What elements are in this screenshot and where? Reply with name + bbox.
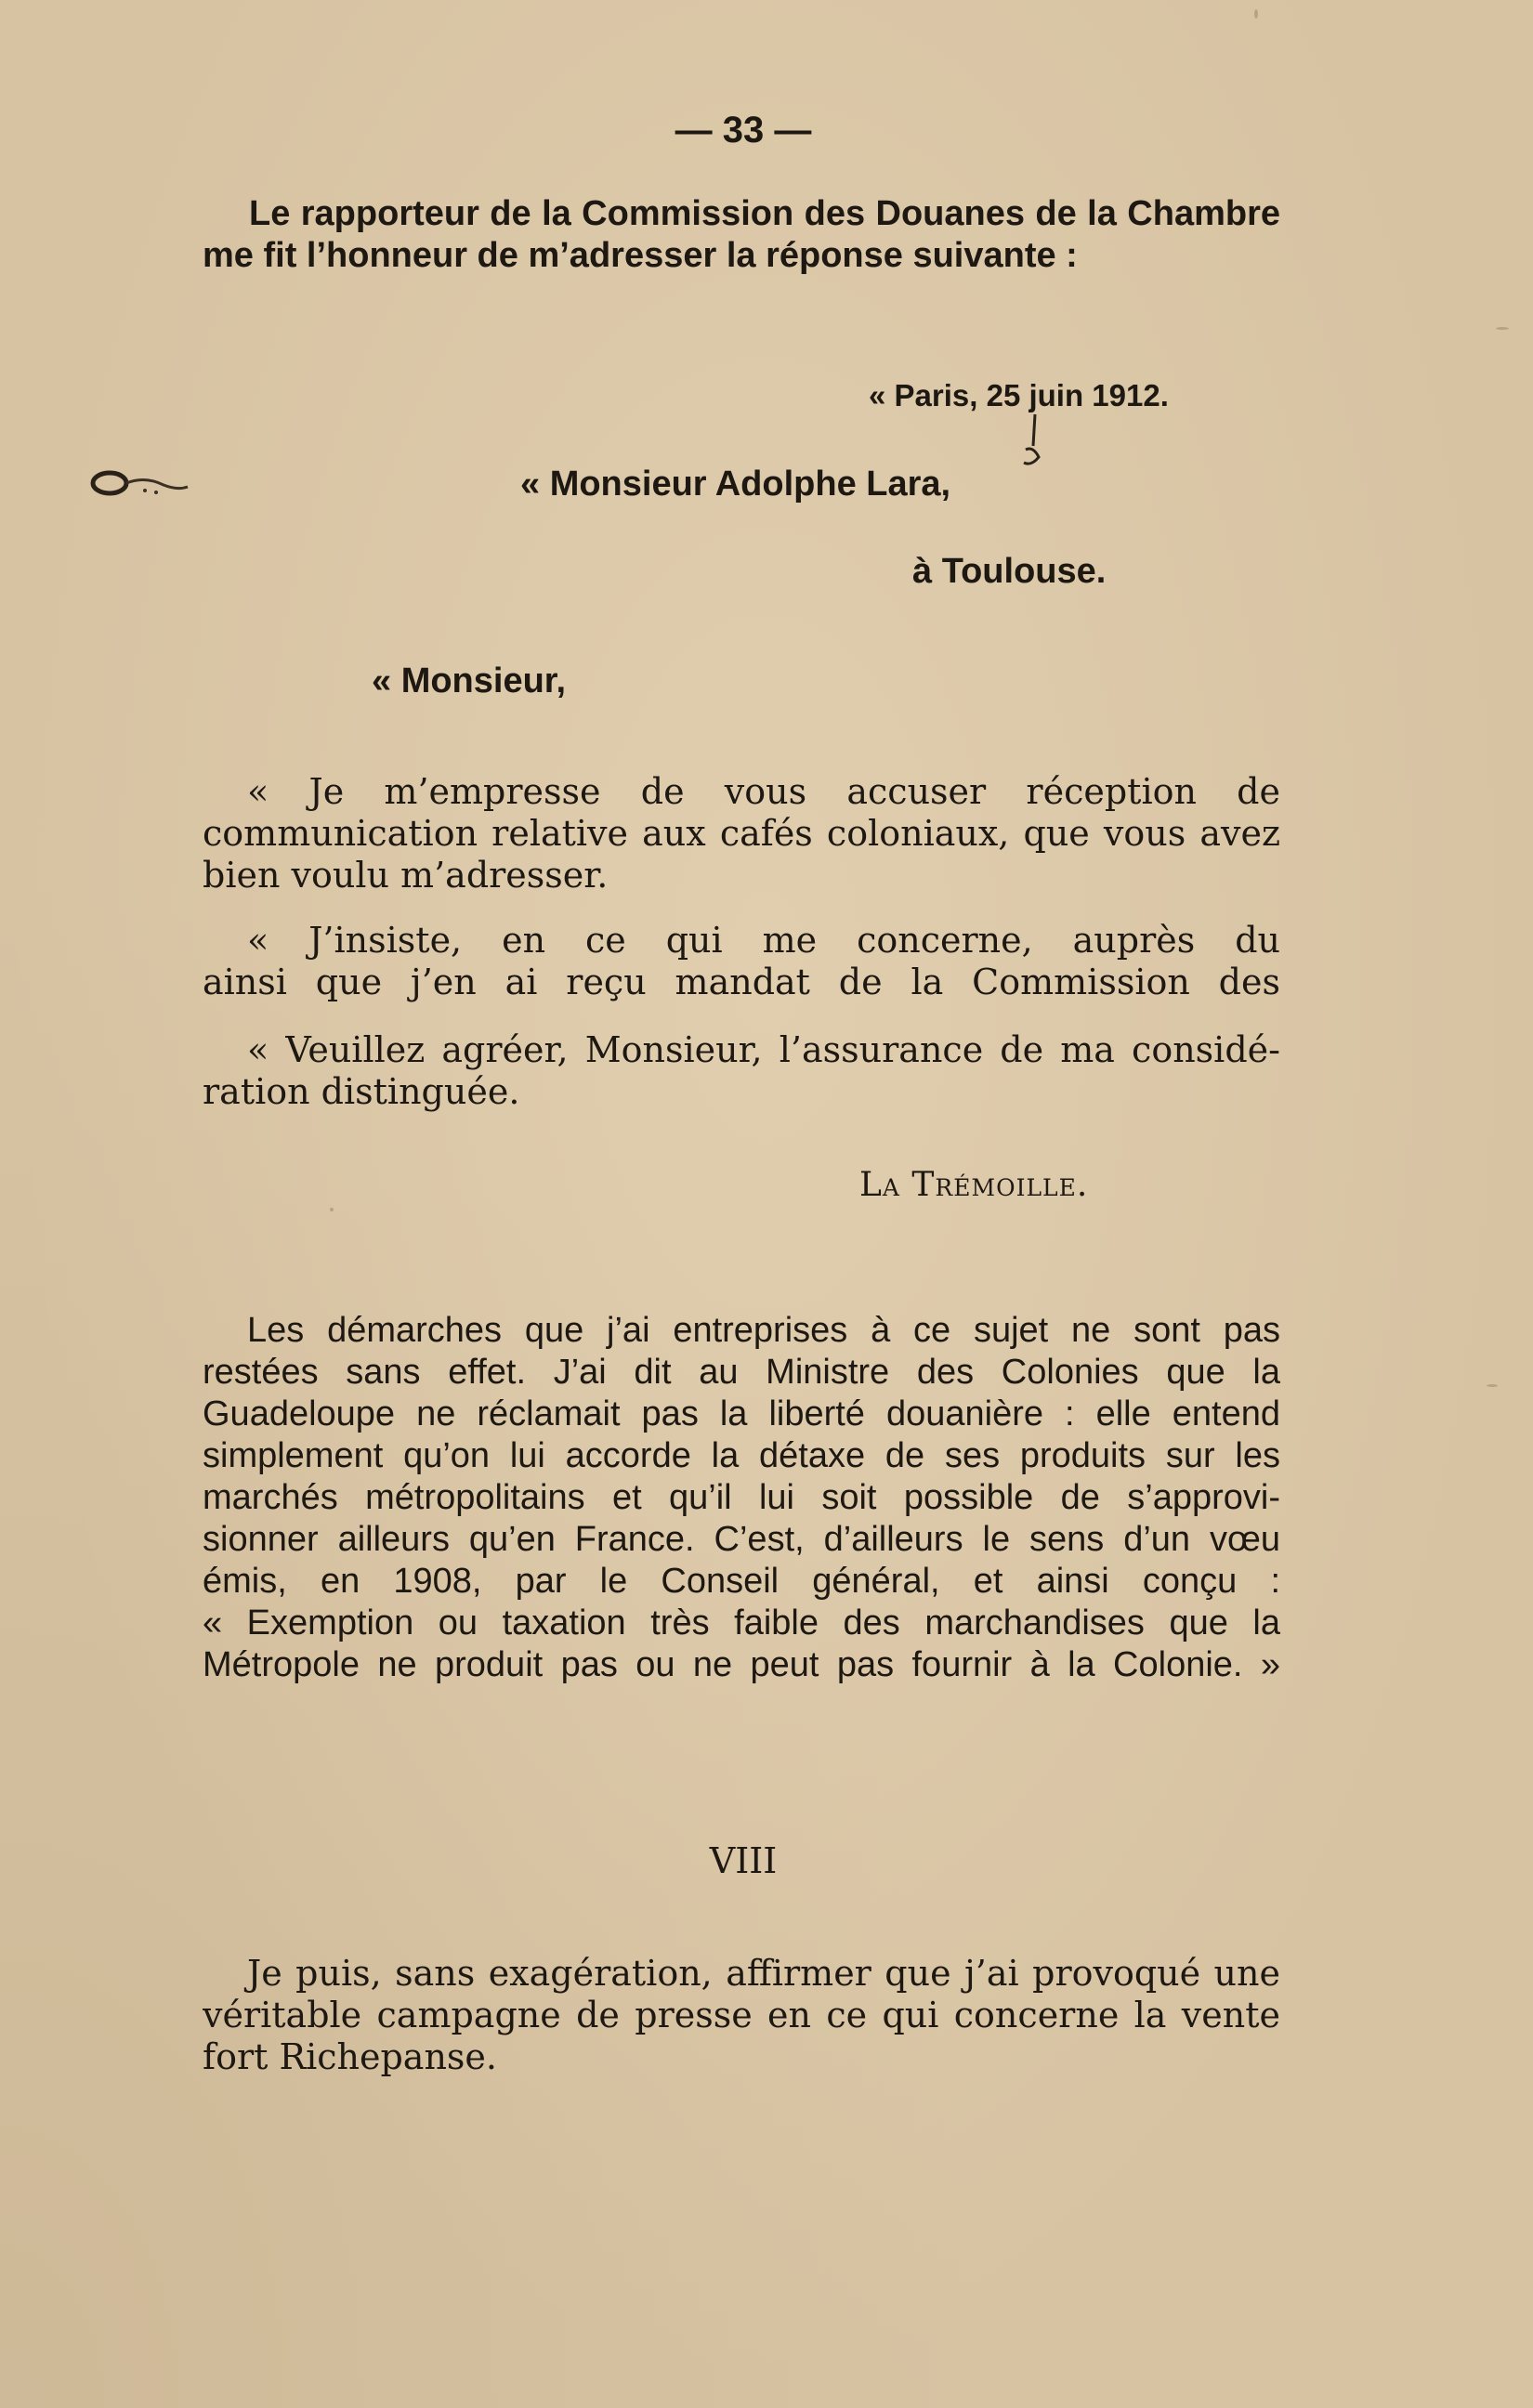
intro-line: Le rapporteur de la Commission des Douanes de la Chambre: [249, 194, 1280, 233]
text-line: Je puis, sans exagération, affirmer que j’ai provoqué une: [247, 1953, 1280, 1994]
section-heading: VIII: [709, 1840, 778, 1881]
paper-speck: [1487, 1384, 1498, 1387]
letter-addressee-name: « Monsieur Adolphe Lara,: [520, 465, 951, 504]
letter-addressee-city: à Toulouse.: [912, 552, 1107, 591]
page-number: — 33 —: [675, 110, 812, 150]
paper-speck: [1254, 9, 1258, 19]
text-line: ration distinguée.: [203, 1071, 520, 1112]
letter-signature: La Trémoille.: [859, 1166, 1089, 1204]
body-paragraph-1: [203, 1310, 1280, 1686]
letter-paragraph-1: [203, 771, 1280, 896]
text-line: fort Richepanse.: [203, 2036, 497, 2077]
text-line: ainsi que j’en ai reçu mandat de la Commission des: [203, 962, 1280, 1002]
text-line: Métropole ne produit pas ou ne peut pas fournir à la Colonie. »: [203, 1645, 1280, 1684]
text-line: simplement qu’on lui accorde la détaxe de ses produits sur les: [203, 1436, 1280, 1475]
paper-speck: [330, 1208, 334, 1211]
text-line: marchés métropolitains et qu’il lui soit possible de s’approvi-: [203, 1478, 1280, 1517]
text-line: véritable campagne de presse en ce qui concerne la vente: [203, 1995, 1280, 2035]
text-line: « Veuillez agréer, Monsieur, l’assurance de ma considé-: [247, 1029, 1280, 1070]
paper-speck: [1496, 327, 1509, 330]
text-line: Guadeloupe ne réclamait pas la liberté douanière : elle entend: [203, 1394, 1280, 1433]
text-line: sionner ailleurs qu’en France. C’est, d’ailleurs le sens d’un vœu: [203, 1520, 1280, 1559]
letter-date: « Paris, 25 juin 1912.: [869, 378, 1169, 412]
text-line: « Je m’empresse de vous accuser réception de: [247, 771, 1280, 812]
section-paragraph-1: [203, 1953, 1280, 2078]
text-line: Les démarches que j’ai entreprises à ce sujet ne sont pas: [247, 1311, 1280, 1350]
ink-mark-icon: [1015, 409, 1052, 474]
text-line: restées sans effet. J’ai dit au Ministre des Colonies que la: [203, 1353, 1280, 1392]
intro-paragraph: [203, 193, 1280, 277]
letter-paragraph-2: [203, 920, 1280, 1003]
letter-salutation: « Monsieur,: [372, 661, 567, 700]
intro-line: me fit l’honneur de m’adresser la réponse suivante :: [203, 236, 1078, 275]
stamp-mark-icon: [89, 465, 191, 502]
text-line: communication relative aux cafés coloniaux, que vous avez: [203, 813, 1280, 854]
letter-paragraph-3: [203, 1029, 1280, 1113]
text-line: émis, en 1908, par le Conseil général, et ainsi conçu :: [203, 1562, 1280, 1601]
text-line: « J’insiste, en ce qui me concerne, auprès du: [247, 920, 1280, 961]
text-line: bien voulu m’adresser.: [203, 855, 609, 896]
text-line: « Exemption ou taxation très faible des marchandises que la: [203, 1603, 1280, 1642]
